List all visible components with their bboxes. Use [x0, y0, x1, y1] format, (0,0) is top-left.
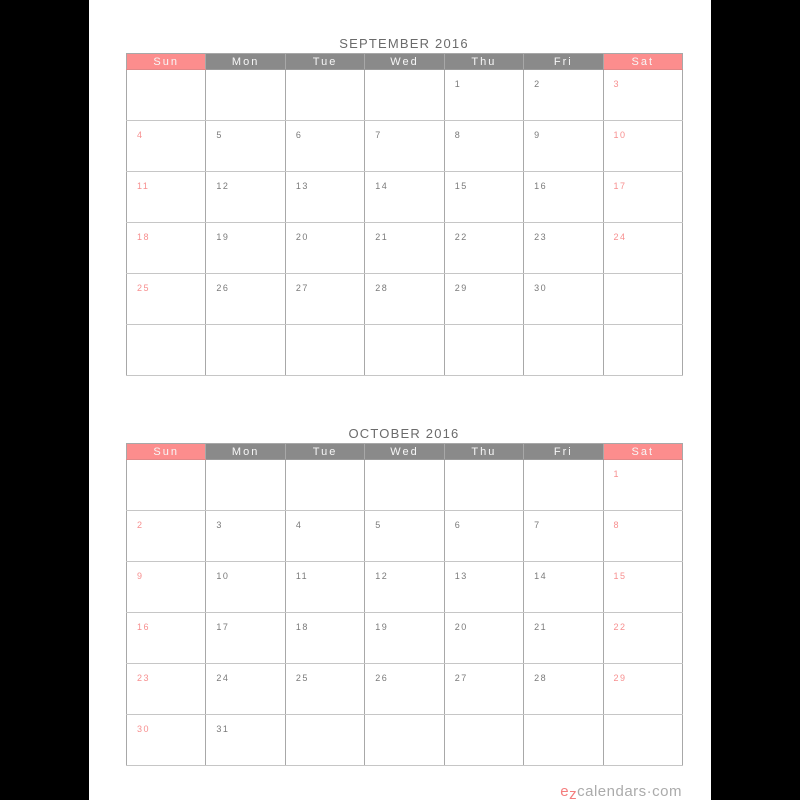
day-cell-11 — [285, 562, 364, 613]
date-number: 17 — [613, 181, 627, 191]
weekday-header-sun: Sun — [127, 54, 206, 70]
day-cell-19 — [365, 613, 444, 664]
day-cell-30 — [127, 715, 206, 766]
date-number: 5 — [216, 130, 223, 140]
date-number: 22 — [613, 622, 627, 632]
weekday-header-wed: Wed — [365, 54, 444, 70]
weekday-header-mon: Mon — [206, 54, 285, 70]
weekday-header-fri: Fri — [524, 54, 603, 70]
day-cell-3 — [206, 511, 285, 562]
day-cell-24 — [206, 664, 285, 715]
week-row — [127, 562, 683, 613]
day-cell-12 — [206, 172, 285, 223]
date-number: 24 — [613, 232, 627, 242]
day-cell-29 — [444, 274, 523, 325]
day-cell-7 — [365, 121, 444, 172]
date-number: 17 — [216, 622, 230, 632]
calendar-october — [126, 376, 682, 766]
date-number: 19 — [375, 622, 389, 632]
date-number: 30 — [534, 283, 548, 293]
day-cell-29 — [603, 664, 682, 715]
day-cell-2 — [127, 511, 206, 562]
day-cell-31 — [206, 715, 285, 766]
calendar-september — [126, 0, 682, 376]
week-row — [127, 511, 683, 562]
weekday-header-mon: Mon — [206, 444, 285, 460]
day-cell-empty — [365, 325, 444, 376]
week-row — [127, 121, 683, 172]
date-number: 29 — [454, 283, 468, 293]
week-row — [127, 715, 683, 766]
day-cell-22 — [444, 223, 523, 274]
week-row — [127, 613, 683, 664]
date-number: 26 — [216, 283, 230, 293]
date-number: 26 — [375, 673, 389, 683]
logo-accent-e: e — [560, 783, 570, 800]
day-cell-13 — [285, 172, 364, 223]
day-cell-10 — [603, 121, 682, 172]
date-number: 5 — [375, 520, 382, 530]
date-number: 18 — [137, 232, 151, 242]
logo-accent-z: z — [569, 786, 578, 800]
day-cell-5 — [365, 511, 444, 562]
day-cell-empty — [127, 325, 206, 376]
day-cell-20 — [285, 223, 364, 274]
date-number: 8 — [613, 520, 621, 530]
day-cell-empty — [206, 70, 285, 121]
day-cell-empty — [285, 325, 364, 376]
day-cell-26 — [365, 664, 444, 715]
day-cell-22 — [603, 613, 682, 664]
logo-text: calendars·com — [577, 783, 682, 800]
day-cell-21 — [365, 223, 444, 274]
day-cell-17 — [603, 172, 682, 223]
day-cell-empty — [365, 460, 444, 511]
weekday-header-wed: Wed — [365, 444, 444, 460]
date-number: 7 — [375, 130, 382, 140]
day-cell-27 — [285, 274, 364, 325]
day-cell-empty — [524, 325, 603, 376]
weekday-header-row — [127, 54, 683, 70]
date-number: 2 — [534, 79, 541, 89]
day-cell-3 — [603, 70, 682, 121]
day-cell-empty — [444, 715, 523, 766]
day-cell-empty — [603, 325, 682, 376]
weekday-header-sat: Sat — [603, 54, 682, 70]
date-number: 13 — [295, 181, 309, 191]
date-number: 21 — [534, 622, 548, 632]
date-number: 14 — [534, 571, 548, 581]
date-number: 27 — [295, 283, 309, 293]
day-cell-1 — [444, 70, 523, 121]
day-cell-8 — [444, 121, 523, 172]
date-number: 27 — [454, 673, 468, 683]
date-number: 9 — [137, 571, 144, 581]
weekday-header-row — [127, 444, 683, 460]
date-number: 10 — [216, 571, 230, 581]
day-cell-empty — [444, 460, 523, 511]
date-number: 16 — [137, 622, 151, 632]
date-number: 31 — [216, 724, 230, 734]
date-number: 14 — [375, 181, 389, 191]
day-cell-17 — [206, 613, 285, 664]
date-number: 7 — [534, 520, 541, 530]
day-cell-empty — [127, 70, 206, 121]
day-cell-12 — [365, 562, 444, 613]
calendar-grid-september — [126, 53, 683, 376]
date-number: 20 — [454, 622, 468, 632]
day-cell-14 — [365, 172, 444, 223]
day-cell-6 — [285, 121, 364, 172]
weekday-header-sun: Sun — [127, 444, 206, 460]
day-cell-8 — [603, 511, 682, 562]
day-cell-16 — [524, 172, 603, 223]
date-number: 25 — [295, 673, 309, 683]
day-cell-18 — [127, 223, 206, 274]
calendar-title-october: OCTOBER 2016 — [348, 426, 460, 441]
weekday-header-sat: Sat — [603, 444, 682, 460]
date-number: 15 — [454, 181, 468, 191]
day-cell-28 — [365, 274, 444, 325]
date-number: 2 — [137, 520, 144, 530]
day-cell-13 — [444, 562, 523, 613]
date-number: 16 — [534, 181, 548, 191]
date-number: 10 — [613, 130, 627, 140]
date-number: 6 — [295, 130, 303, 140]
day-cell-empty — [603, 274, 682, 325]
date-number: 20 — [295, 232, 309, 242]
week-row — [127, 172, 683, 223]
date-number: 23 — [137, 673, 151, 683]
day-cell-empty — [444, 325, 523, 376]
calendar-title-september: SEPTEMBER 2016 — [339, 36, 469, 51]
date-number: 29 — [613, 673, 627, 683]
date-number: 11 — [295, 571, 309, 581]
date-number: 9 — [534, 130, 541, 140]
weekday-header-thu: Thu — [444, 444, 523, 460]
day-cell-empty — [603, 715, 682, 766]
date-number: 13 — [454, 571, 468, 581]
week-row — [127, 223, 683, 274]
day-cell-30 — [524, 274, 603, 325]
week-row — [127, 274, 683, 325]
day-cell-empty — [285, 70, 364, 121]
week-row — [127, 70, 683, 121]
day-cell-27 — [444, 664, 523, 715]
day-cell-11 — [127, 172, 206, 223]
day-cell-18 — [285, 613, 364, 664]
day-cell-empty — [524, 715, 603, 766]
date-number: 15 — [613, 571, 627, 581]
day-cell-6 — [444, 511, 523, 562]
weekday-header-thu: Thu — [444, 54, 523, 70]
week-row — [127, 460, 683, 511]
date-number: 21 — [375, 232, 389, 242]
date-number: 8 — [454, 130, 462, 140]
day-cell-20 — [444, 613, 523, 664]
date-number: 25 — [137, 283, 151, 293]
day-cell-25 — [285, 664, 364, 715]
day-cell-empty — [524, 460, 603, 511]
day-cell-19 — [206, 223, 285, 274]
day-cell-23 — [524, 223, 603, 274]
day-cell-24 — [603, 223, 682, 274]
day-cell-5 — [206, 121, 285, 172]
day-cell-4 — [285, 511, 364, 562]
day-cell-14 — [524, 562, 603, 613]
day-cell-empty — [285, 715, 364, 766]
day-cell-23 — [127, 664, 206, 715]
date-number: 28 — [375, 283, 389, 293]
day-cell-7 — [524, 511, 603, 562]
date-number: 22 — [454, 232, 468, 242]
day-cell-16 — [127, 613, 206, 664]
weekday-header-fri: Fri — [524, 444, 603, 460]
day-cell-4 — [127, 121, 206, 172]
date-number: 19 — [216, 232, 230, 242]
calendar-page — [89, 0, 711, 800]
day-cell-9 — [127, 562, 206, 613]
date-number: 3 — [216, 520, 223, 530]
day-cell-9 — [524, 121, 603, 172]
date-number: 11 — [137, 181, 150, 191]
date-number: 4 — [137, 130, 144, 140]
weekday-header-tue: Tue — [285, 444, 364, 460]
day-cell-25 — [127, 274, 206, 325]
date-number: 1 — [454, 79, 462, 89]
date-number: 12 — [375, 571, 389, 581]
date-number: 4 — [295, 520, 303, 530]
date-number: 12 — [216, 181, 230, 191]
week-row — [127, 325, 683, 376]
day-cell-15 — [444, 172, 523, 223]
date-number: 3 — [613, 79, 621, 89]
day-cell-10 — [206, 562, 285, 613]
day-cell-empty — [206, 460, 285, 511]
day-cell-empty — [127, 460, 206, 511]
day-cell-empty — [206, 325, 285, 376]
day-cell-21 — [524, 613, 603, 664]
site-logo — [89, 783, 682, 800]
week-row — [127, 664, 683, 715]
day-cell-2 — [524, 70, 603, 121]
day-cell-15 — [603, 562, 682, 613]
day-cell-empty — [285, 460, 364, 511]
date-number: 18 — [295, 622, 309, 632]
date-number: 1 — [613, 469, 621, 479]
date-number: 6 — [454, 520, 462, 530]
weekday-header-tue: Tue — [285, 54, 364, 70]
calendar-grid-october — [126, 443, 683, 766]
day-cell-28 — [524, 664, 603, 715]
day-cell-empty — [365, 715, 444, 766]
date-number: 30 — [137, 724, 151, 734]
day-cell-26 — [206, 274, 285, 325]
day-cell-1 — [603, 460, 682, 511]
date-number: 28 — [534, 673, 548, 683]
day-cell-empty — [365, 70, 444, 121]
date-number: 23 — [534, 232, 548, 242]
date-number: 24 — [216, 673, 230, 683]
